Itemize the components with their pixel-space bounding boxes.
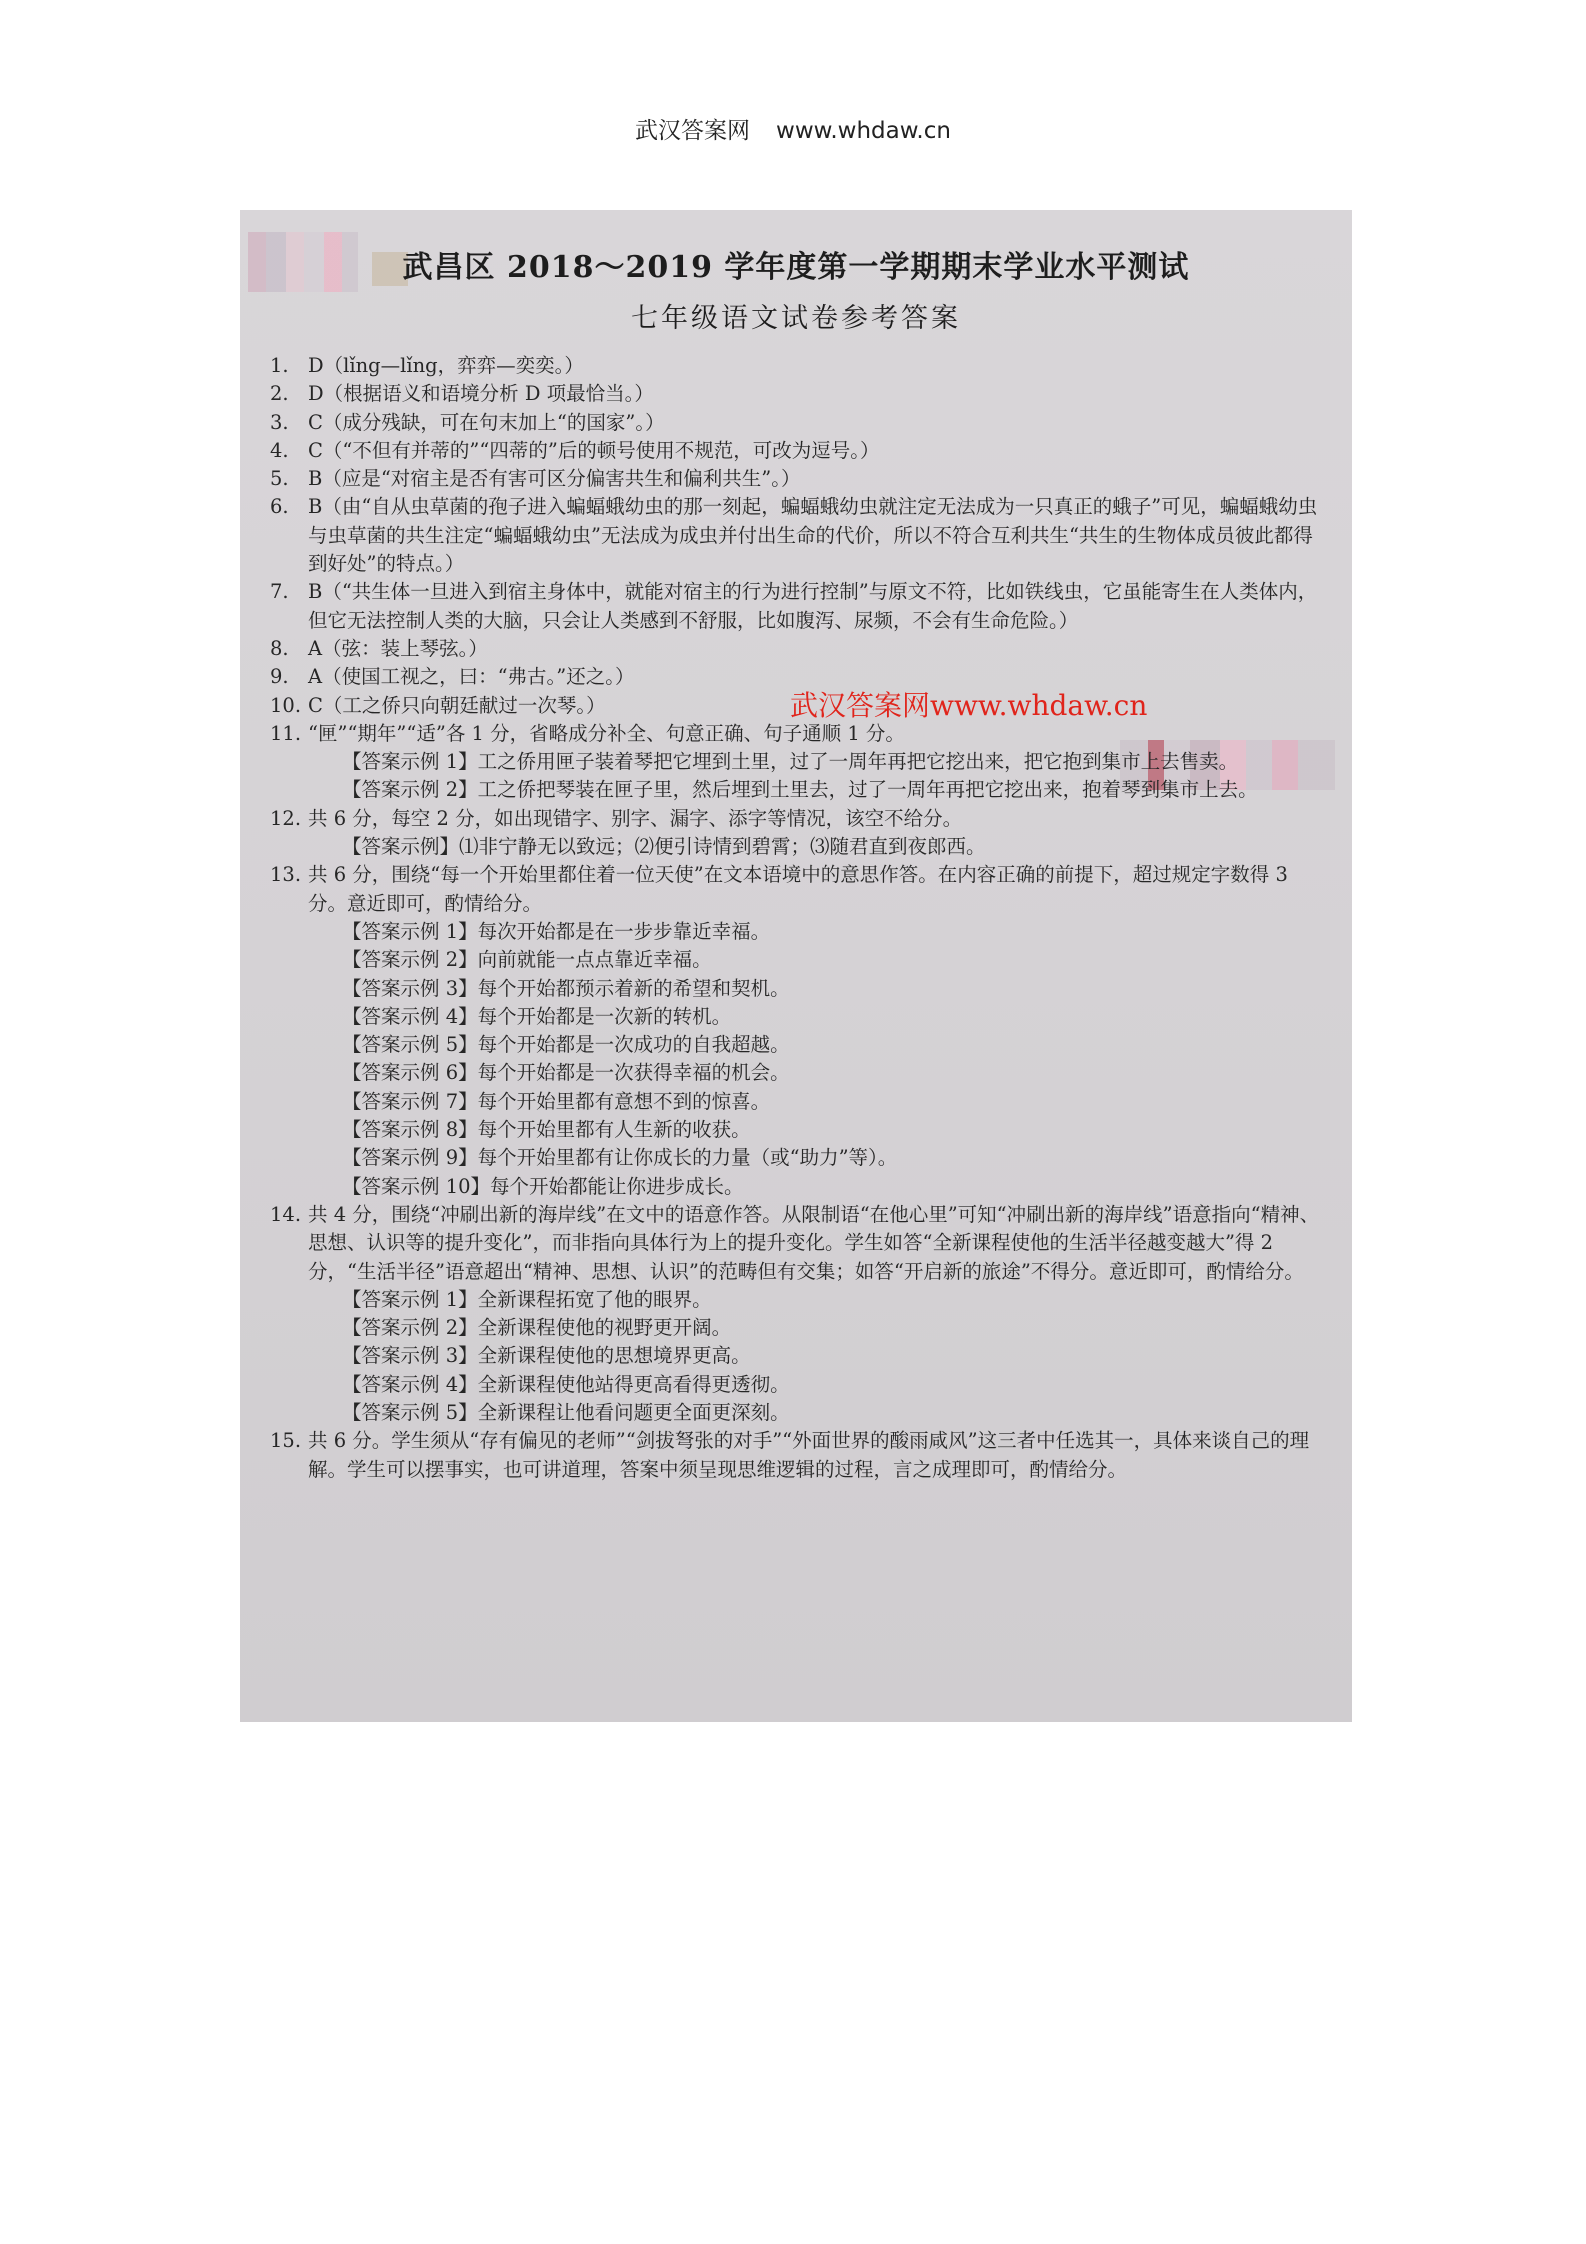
answer-example: 【答案示例 1】工之侨用匣子装着琴把它埋到土里，过了一周年再把它挖出来，把它抱到集市上去售卖。 — [342, 750, 1239, 774]
answer-example: 【答案示例 2】向前就能一点点靠近幸福。 — [342, 948, 712, 972]
answer-sheet-photo — [240, 210, 1352, 1722]
answer-number: 2. — [270, 382, 289, 406]
answer-number: 8. — [270, 636, 289, 660]
answer-item — [270, 437, 1330, 465]
answer-text: A（使国工视之，曰：“弗古。”还之。） — [308, 665, 635, 689]
answer-number: 12. — [270, 806, 302, 830]
answer-example: 【答案示例 6】每个开始都是一次获得幸福的机会。 — [342, 1061, 790, 1085]
answer-item — [270, 352, 1330, 380]
answer-example: 【答案示例 5】全新课程让他看问题更全面更深刻。 — [342, 1400, 790, 1424]
answer-text: C（“不但有并蒂的”“四蒂的”后的顿号使用不规范，可改为逗号。） — [308, 438, 880, 462]
answer-example: 【答案示例 1】每次开始都是在一步步靠近幸福。 — [342, 919, 771, 943]
answer-example: 【答案示例 2】工之侨把琴装在匣子里，然后埋到土里去，过了一周年再把它挖出来，抱着琴到集市上去。 — [342, 778, 1258, 802]
answer-item — [270, 578, 1330, 635]
answer-example: 【答案示例 1】全新课程拓宽了他的眼界。 — [342, 1287, 712, 1311]
answer-item — [270, 409, 1330, 437]
answer-text: “匣”“期年”“适”各 1 分，省略成分补全、句意正确、句子通顺 1 分。 — [308, 721, 905, 745]
answer-text: C（成分残缺，可在句末加上“的国家”。） — [308, 410, 665, 434]
exam-title: 武昌区 2018～2019 学年度第一学期期末学业水平测试 — [402, 250, 1190, 285]
answer-text: 共 6 分，围绕“每一个开始里都住着一位天使”在文本语境中的意思作答。在内容正确的前提下，超过规定字数得 3 分。意近即可，酌情给分。 — [308, 863, 1288, 915]
answer-number: 4. — [270, 438, 289, 462]
answer-number: 5. — [270, 467, 289, 491]
answer-example: 【答案示例 7】每个开始里都有意想不到的惊喜。 — [342, 1089, 771, 1113]
answer-text: A（弦：装上琴弦。） — [308, 636, 488, 660]
answer-item — [270, 380, 1330, 408]
watermark: 武汉答案网www.whdaw.cn — [790, 689, 1148, 722]
answer-text: B（应是“对宿主是否有害可区分偏害共生和偏利共生”。） — [308, 467, 801, 491]
answer-example: 【答案示例 4】每个开始都是一次新的转机。 — [342, 1004, 732, 1028]
answer-number: 3. — [270, 410, 289, 434]
answer-example: 【答案示例】⑴非宁静无以致远；⑵便引诗情到碧霄；⑶随君直到夜郎西。 — [342, 835, 986, 859]
answer-number: 6. — [270, 495, 289, 519]
answer-number: 11. — [270, 721, 302, 745]
answer-item — [270, 635, 1330, 663]
answer-number: 14. — [270, 1202, 302, 1226]
exam-subtitle: 七年级语文试卷参考答案 — [631, 303, 961, 334]
answer-item — [270, 861, 1330, 918]
answer-number: 13. — [270, 863, 302, 887]
answer-number: 7. — [270, 580, 289, 604]
answer-example: 【答案示例 9】每个开始里都有让你成长的力量（或“助力”等）。 — [342, 1146, 898, 1170]
site-url[interactable]: www.whdaw.cn — [776, 118, 951, 144]
answer-number: 1. — [270, 354, 289, 377]
answer-item — [270, 1427, 1330, 1484]
answer-list — [270, 352, 1330, 1484]
answer-example: 【答案示例 3】每个开始都预示着新的希望和契机。 — [342, 976, 790, 1000]
answer-example: 【答案示例 5】每个开始都是一次成功的自我超越。 — [342, 1033, 790, 1057]
answer-item — [270, 720, 1330, 748]
answer-example: 【答案示例 4】全新课程使他站得更高看得更透彻。 — [342, 1372, 790, 1396]
answer-item — [270, 493, 1330, 578]
site-header — [0, 112, 1586, 145]
answer-text: 共 6 分。学生须从“存有偏见的老师”“剑拔弩张的对手”“外面世界的酸雨咸风”这三者中任选其一，具体来谈自己的理解。学生可以摆事实，也可讲道理，答案中须呈现思维逻辑的过程，言之成理即可，酌情给分。 — [308, 1429, 1310, 1481]
answer-example: 【答案示例 2】全新课程使他的视野更开阔。 — [342, 1316, 732, 1340]
site-name: 武汉答案网 — [635, 118, 751, 144]
answer-number: 9. — [270, 665, 289, 689]
answer-item — [270, 805, 1330, 833]
answer-text: 共 6 分，每空 2 分，如出现错字、别字、漏字、添字等情况，该空不给分。 — [308, 806, 963, 830]
answer-example: 【答案示例 10】每个开始都能让你进步成长。 — [342, 1174, 744, 1198]
answer-number: 10. — [270, 693, 302, 717]
answer-item — [270, 465, 1330, 493]
answer-text: D（lǐng—lǐng，弈弈—奕奕。） — [308, 354, 584, 377]
answer-text: B（“共生体一旦进入到宿主身体中，就能对宿主的行为进行控制”与原文不符，比如铁线虫，它虽能寄生在人类体内，但它无法控制人类的大脑，只会让人类感到不舒服，比如腹泻、尿频，不会有生命危险。） — [308, 580, 1318, 632]
answer-text: D（根据语义和语境分析 D 项最恰当。） — [308, 382, 654, 406]
answer-text: B（由“自从虫草菌的孢子进入蝙蝠蛾幼虫的那一刻起，蝙蝠蛾幼虫就注定无法成为一只真正的蛾子”可见，蝙蝠蛾幼虫与虫草菌的共生注定“蝙蝠蛾幼虫”无法成为成虫并付出生命的代价，所以不符合互利共生“共生的生物体成员彼此都得到好处”的特点。） — [308, 495, 1318, 576]
answer-example: 【答案示例 3】全新课程使他的思想境界更高。 — [342, 1344, 751, 1368]
answer-number: 15. — [270, 1429, 302, 1453]
answer-example: 【答案示例 8】每个开始里都有人生新的收获。 — [342, 1118, 751, 1142]
answer-item — [270, 1201, 1330, 1286]
answer-text: 共 4 分，围绕“冲刷出新的海岸线”在文中的语意作答。从限制语“在他心里”可知“冲刷出新的海岸线”语意指向“精神、思想、认识等的提升变化”，而非指向具体行为上的提升变化。学生如答“全新课程使他的生活半径越变越大”得 2 分，“生活半径”语意超出“精神、思想、认识”的范畴但有交集；如答“开启新的旅途”不得分。意近即可，酌情给分。 — [308, 1202, 1320, 1283]
answer-text: C（工之侨只向朝廷献过一次琴。） — [308, 693, 606, 717]
